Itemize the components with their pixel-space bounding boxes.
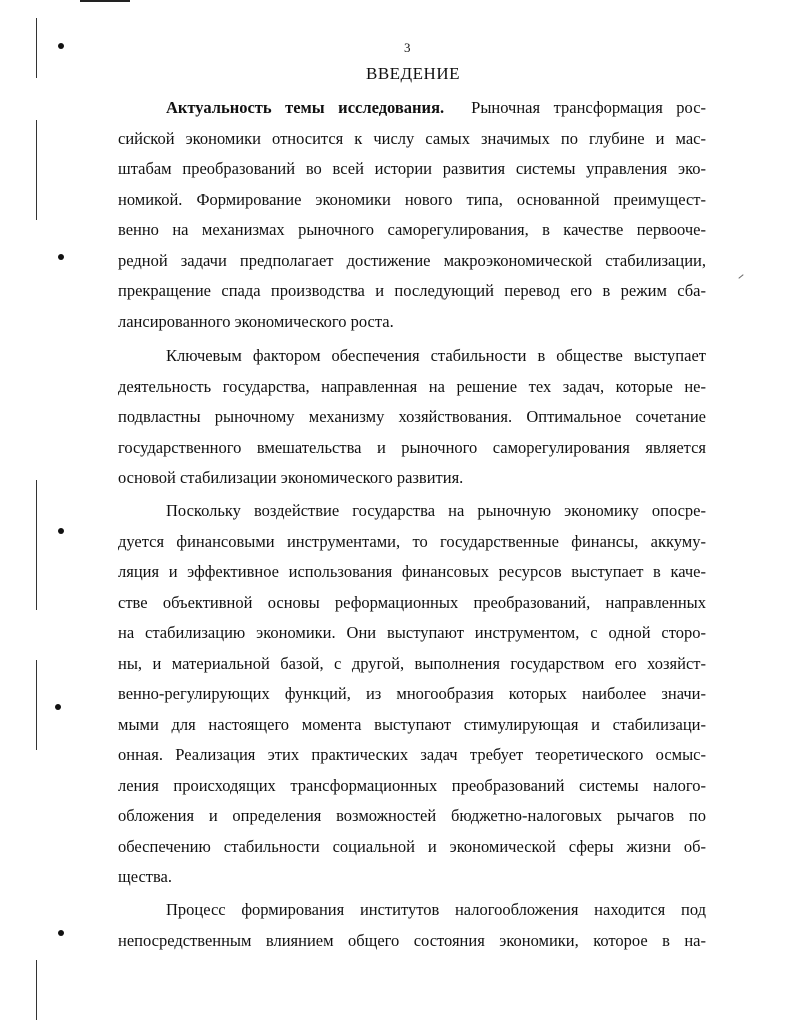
paragraph-line: сийской экономики относится к числу самых значимых по глубине и мас- — [118, 128, 706, 148]
paragraph-line: основой стабилизации экономического развития. — [118, 468, 464, 487]
paragraph-line: Ключевым фактором обеспечения стабильности в обществе выступает — [166, 346, 706, 365]
punch-hole — [58, 930, 64, 936]
paragraph-line: онная. Реализация этих практических задач требует теоретического осмыс- — [118, 745, 706, 764]
paragraph-line: на стабилизацию экономики. Они выступают инструментом, с одной сторо- — [118, 623, 706, 642]
paragraph-line: обеспечению стабильности социальной и экономической сферы жизни об- — [118, 836, 706, 856]
paragraph-line: Процесс формирования институтов налогообложения находится под — [166, 900, 706, 919]
punch-hole — [55, 704, 61, 710]
paragraph-line: Актуальность темы исследования. Рыночная трансформация рос- — [166, 98, 707, 117]
paragraph-line: мыми для настоящего момента выступают стимулирующая и стабилизаци- — [118, 714, 706, 734]
punch-hole — [58, 254, 64, 260]
paragraph-line: венно на механизмах рыночного саморегулирования, в качестве первооче- — [118, 220, 706, 239]
paragraph-line: Поскольку воздействие государства на рыночную экономику опосре- — [166, 501, 706, 520]
top-rule — [80, 0, 130, 2]
paragraph-relevance — [118, 93, 706, 337]
binding-margin-line — [36, 480, 37, 610]
binding-margin-line — [36, 960, 37, 1020]
paragraph-line: непосредственным влиянием общего состояния экономики, которое в на- — [118, 930, 706, 950]
paragraph-line: ления происходящих трансформационных преобразований системы налого- — [118, 775, 706, 795]
paragraph-line: ны, и материальной базой, с другой, выполнения государством его хозяйст- — [118, 653, 706, 673]
page-title: ВВЕДЕНИЕ — [366, 64, 460, 83]
paragraph-line: подвластны рыночному механизму хозяйствования. Оптимальное сочетание — [118, 407, 706, 426]
section-lead: Актуальность темы исследования. — [166, 98, 445, 117]
paragraph-line: редной задачи предполагает достижение макроэкономической стабилизации, — [118, 250, 706, 270]
paragraph-line: ляция и эффективное использования финансовых ресурсов выступает в каче- — [118, 562, 706, 581]
page-number: 3 — [404, 40, 411, 55]
punch-hole — [58, 43, 64, 49]
paragraph-line: деятельность государства, направленная на решение тех задач, которые не- — [118, 376, 706, 396]
paragraph-line: венно-регулирующих функций, из многообразия которых наиболее значи- — [118, 684, 706, 703]
paragraph-line: штабам преобразований во всей истории развития системы управления эко- — [118, 159, 706, 178]
paragraph-line: дуется финансовыми инструментами, то государственные финансы, аккуму- — [118, 531, 706, 551]
paragraph-line: обложения и определения возможностей бюджетно-налоговых рычагов по — [118, 806, 706, 825]
paragraph-line: прекращение спада производства и последующий перевод его в режим сба- — [118, 281, 706, 300]
stray-mark — [738, 274, 743, 279]
paragraph-key-factor — [118, 341, 706, 494]
paragraph-line: щества. — [118, 867, 172, 886]
paragraph-line: стве объективной основы реформационных преобразований, направленных — [118, 592, 706, 612]
paragraph-line: номикой. Формирование экономики нового типа, основанной преимущест- — [118, 189, 706, 209]
binding-margin-line — [36, 660, 37, 750]
punch-hole — [58, 528, 64, 534]
paragraph-line: лансированного экономического роста. — [118, 311, 394, 331]
binding-margin-line — [36, 120, 37, 220]
paragraph-taxation-process — [118, 895, 706, 956]
paragraph-line: государственного вмешательства и рыночного саморегулирования является — [118, 437, 706, 457]
paragraph-state-influence — [118, 496, 706, 893]
